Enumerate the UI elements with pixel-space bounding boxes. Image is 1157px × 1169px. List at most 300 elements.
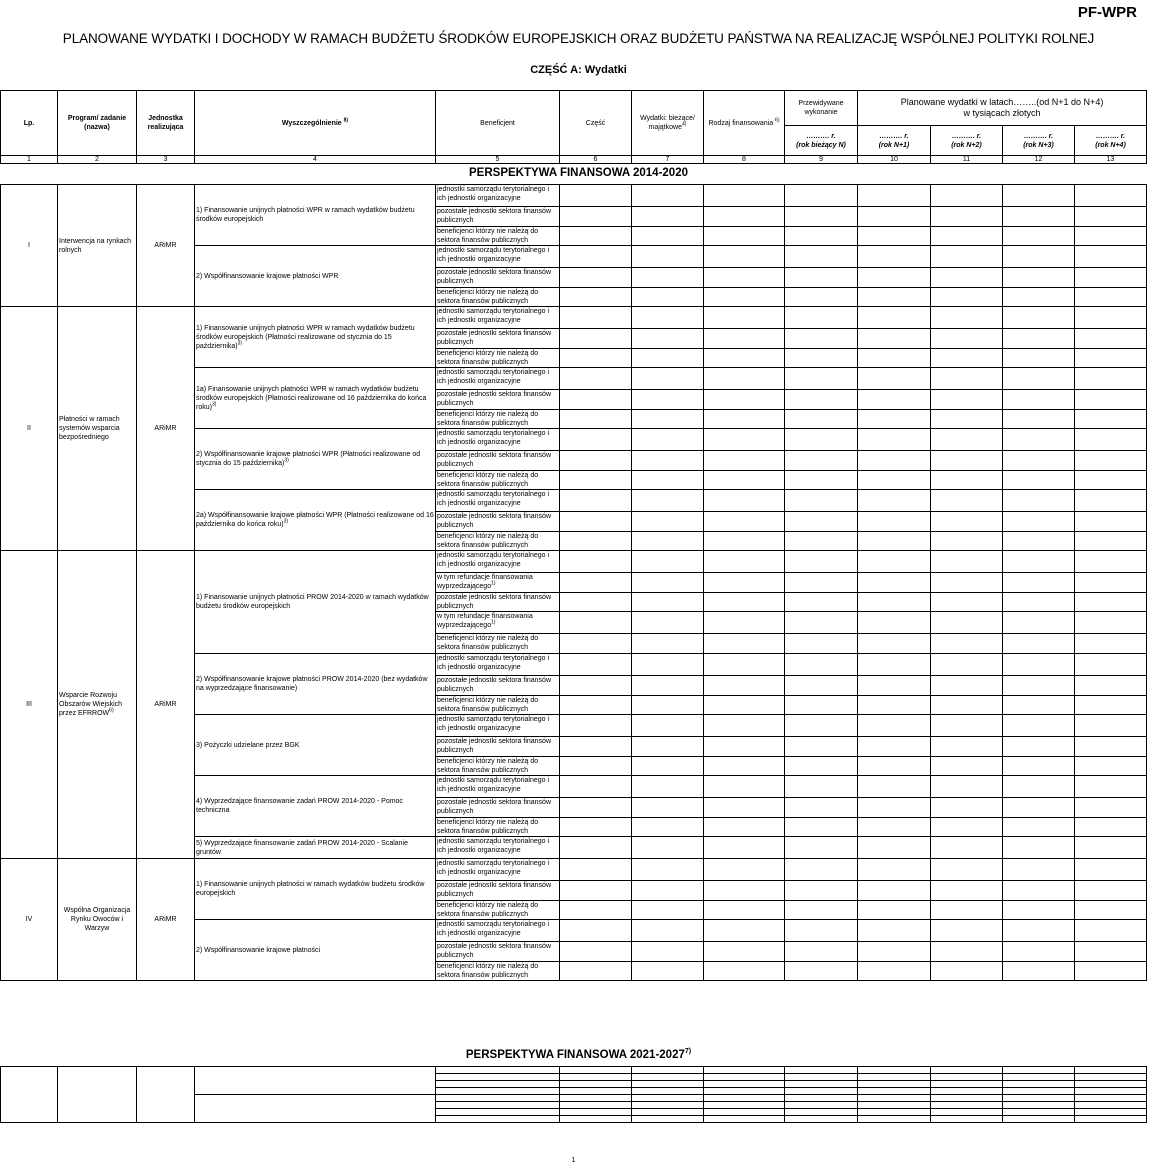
value-cell[interactable]	[785, 1109, 858, 1116]
value-cell[interactable]	[560, 512, 632, 532]
value-cell[interactable]	[1075, 634, 1147, 654]
value-cell[interactable]	[1003, 676, 1075, 696]
value-cell[interactable]	[858, 471, 931, 490]
value-cell[interactable]	[560, 551, 632, 573]
value-cell[interactable]	[436, 1074, 560, 1081]
value-cell[interactable]	[785, 268, 858, 288]
value-cell[interactable]	[931, 593, 1003, 612]
value-cell[interactable]	[931, 942, 1003, 962]
value-cell[interactable]	[704, 410, 785, 429]
value-cell[interactable]	[704, 532, 785, 551]
value-cell[interactable]	[931, 532, 1003, 551]
value-cell[interactable]	[931, 390, 1003, 410]
value-cell[interactable]	[931, 676, 1003, 696]
value-cell[interactable]	[704, 1109, 785, 1116]
value-cell[interactable]	[560, 268, 632, 288]
value-cell[interactable]	[704, 859, 785, 881]
value-cell[interactable]	[560, 1067, 632, 1074]
value-cell[interactable]	[632, 1109, 704, 1116]
value-cell[interactable]	[560, 818, 632, 837]
value-cell[interactable]	[1075, 207, 1147, 227]
value-cell[interactable]	[1075, 451, 1147, 471]
value-cell[interactable]	[436, 1081, 560, 1088]
value-cell[interactable]	[1075, 185, 1147, 207]
value-cell[interactable]	[560, 776, 632, 798]
value-cell[interactable]	[1075, 1074, 1147, 1081]
value-cell[interactable]	[560, 349, 632, 368]
blank-cell[interactable]	[137, 1067, 195, 1123]
value-cell[interactable]	[436, 1067, 560, 1074]
value-cell[interactable]	[1075, 551, 1147, 573]
value-cell[interactable]	[858, 901, 931, 920]
value-cell[interactable]	[1075, 268, 1147, 288]
value-cell[interactable]	[1075, 1067, 1147, 1074]
value-cell[interactable]	[1003, 471, 1075, 490]
value-cell[interactable]	[1075, 368, 1147, 390]
value-cell[interactable]	[704, 881, 785, 901]
value-cell[interactable]	[785, 227, 858, 246]
value-cell[interactable]	[704, 1095, 785, 1102]
value-cell[interactable]	[560, 1088, 632, 1095]
value-cell[interactable]	[436, 1116, 560, 1123]
value-cell[interactable]	[632, 471, 704, 490]
value-cell[interactable]	[785, 654, 858, 676]
value-cell[interactable]	[560, 246, 632, 268]
value-cell[interactable]	[560, 390, 632, 410]
value-cell[interactable]	[1003, 368, 1075, 390]
value-cell[interactable]	[704, 676, 785, 696]
value-cell[interactable]	[785, 962, 858, 981]
value-cell[interactable]	[1075, 471, 1147, 490]
value-cell[interactable]	[560, 185, 632, 207]
value-cell[interactable]	[560, 1116, 632, 1123]
value-cell[interactable]	[785, 612, 858, 634]
value-cell[interactable]	[858, 429, 931, 451]
value-cell[interactable]	[858, 737, 931, 757]
value-cell[interactable]	[785, 1074, 858, 1081]
value-cell[interactable]	[560, 654, 632, 676]
value-cell[interactable]	[931, 715, 1003, 737]
value-cell[interactable]	[785, 512, 858, 532]
value-cell[interactable]	[560, 288, 632, 307]
value-cell[interactable]	[1003, 881, 1075, 901]
value-cell[interactable]	[785, 859, 858, 881]
value-cell[interactable]	[858, 757, 931, 776]
value-cell[interactable]	[560, 757, 632, 776]
value-cell[interactable]	[704, 429, 785, 451]
value-cell[interactable]	[632, 901, 704, 920]
value-cell[interactable]	[1003, 268, 1075, 288]
value-cell[interactable]	[931, 429, 1003, 451]
value-cell[interactable]	[1003, 532, 1075, 551]
value-cell[interactable]	[858, 920, 931, 942]
value-cell[interactable]	[858, 573, 931, 593]
value-cell[interactable]	[1075, 429, 1147, 451]
value-cell[interactable]	[632, 1116, 704, 1123]
value-cell[interactable]	[632, 573, 704, 593]
value-cell[interactable]	[704, 901, 785, 920]
value-cell[interactable]	[704, 451, 785, 471]
value-cell[interactable]	[785, 1088, 858, 1095]
value-cell[interactable]	[785, 837, 858, 859]
value-cell[interactable]	[931, 818, 1003, 837]
value-cell[interactable]	[1075, 1116, 1147, 1123]
value-cell[interactable]	[632, 349, 704, 368]
value-cell[interactable]	[1003, 593, 1075, 612]
value-cell[interactable]	[1075, 410, 1147, 429]
value-cell[interactable]	[1075, 490, 1147, 512]
value-cell[interactable]	[1003, 1102, 1075, 1109]
value-cell[interactable]	[704, 490, 785, 512]
value-cell[interactable]	[931, 1088, 1003, 1095]
value-cell[interactable]	[436, 1102, 560, 1109]
value-cell[interactable]	[931, 410, 1003, 429]
value-cell[interactable]	[931, 1102, 1003, 1109]
value-cell[interactable]	[1003, 837, 1075, 859]
value-cell[interactable]	[1003, 307, 1075, 329]
value-cell[interactable]	[632, 881, 704, 901]
value-cell[interactable]	[632, 1081, 704, 1088]
value-cell[interactable]	[1003, 246, 1075, 268]
value-cell[interactable]	[1075, 1095, 1147, 1102]
value-cell[interactable]	[1075, 349, 1147, 368]
value-cell[interactable]	[931, 1095, 1003, 1102]
value-cell[interactable]	[1003, 737, 1075, 757]
value-cell[interactable]	[931, 696, 1003, 715]
value-cell[interactable]	[704, 227, 785, 246]
value-cell[interactable]	[931, 776, 1003, 798]
value-cell[interactable]	[560, 676, 632, 696]
value-cell[interactable]	[1003, 551, 1075, 573]
value-cell[interactable]	[704, 288, 785, 307]
value-cell[interactable]	[704, 185, 785, 207]
value-cell[interactable]	[1075, 329, 1147, 349]
value-cell[interactable]	[931, 1067, 1003, 1074]
value-cell[interactable]	[632, 268, 704, 288]
value-cell[interactable]	[785, 207, 858, 227]
value-cell[interactable]	[632, 1102, 704, 1109]
value-cell[interactable]	[1075, 901, 1147, 920]
value-cell[interactable]	[704, 837, 785, 859]
value-cell[interactable]	[1003, 612, 1075, 634]
value-cell[interactable]	[785, 490, 858, 512]
value-cell[interactable]	[785, 737, 858, 757]
value-cell[interactable]	[632, 307, 704, 329]
value-cell[interactable]	[1003, 818, 1075, 837]
value-cell[interactable]	[560, 859, 632, 881]
value-cell[interactable]	[931, 901, 1003, 920]
value-cell[interactable]	[858, 227, 931, 246]
value-cell[interactable]	[1075, 593, 1147, 612]
value-cell[interactable]	[560, 490, 632, 512]
value-cell[interactable]	[704, 920, 785, 942]
value-cell[interactable]	[704, 634, 785, 654]
blank-cell[interactable]	[1, 1067, 58, 1123]
value-cell[interactable]	[560, 227, 632, 246]
value-cell[interactable]	[1003, 1088, 1075, 1095]
value-cell[interactable]	[632, 368, 704, 390]
value-cell[interactable]	[632, 532, 704, 551]
value-cell[interactable]	[704, 798, 785, 818]
value-cell[interactable]	[1075, 818, 1147, 837]
value-cell[interactable]	[1075, 837, 1147, 859]
value-cell[interactable]	[858, 1109, 931, 1116]
value-cell[interactable]	[858, 593, 931, 612]
value-cell[interactable]	[704, 593, 785, 612]
value-cell[interactable]	[785, 676, 858, 696]
value-cell[interactable]	[931, 329, 1003, 349]
value-cell[interactable]	[632, 612, 704, 634]
value-cell[interactable]	[632, 715, 704, 737]
value-cell[interactable]	[1075, 307, 1147, 329]
value-cell[interactable]	[1003, 901, 1075, 920]
value-cell[interactable]	[1075, 859, 1147, 881]
value-cell[interactable]	[560, 737, 632, 757]
value-cell[interactable]	[785, 1116, 858, 1123]
value-cell[interactable]	[632, 246, 704, 268]
value-cell[interactable]	[858, 390, 931, 410]
value-cell[interactable]	[1003, 329, 1075, 349]
value-cell[interactable]	[1003, 390, 1075, 410]
value-cell[interactable]	[1003, 1067, 1075, 1074]
value-cell[interactable]	[1075, 532, 1147, 551]
value-cell[interactable]	[858, 942, 931, 962]
value-cell[interactable]	[632, 676, 704, 696]
value-cell[interactable]	[560, 612, 632, 634]
value-cell[interactable]	[931, 1116, 1003, 1123]
value-cell[interactable]	[560, 1074, 632, 1081]
value-cell[interactable]	[1075, 512, 1147, 532]
value-cell[interactable]	[931, 471, 1003, 490]
value-cell[interactable]	[632, 451, 704, 471]
value-cell[interactable]	[632, 429, 704, 451]
value-cell[interactable]	[632, 185, 704, 207]
value-cell[interactable]	[858, 512, 931, 532]
value-cell[interactable]	[858, 551, 931, 573]
value-cell[interactable]	[1003, 227, 1075, 246]
value-cell[interactable]	[560, 920, 632, 942]
value-cell[interactable]	[785, 349, 858, 368]
value-cell[interactable]	[632, 410, 704, 429]
value-cell[interactable]	[632, 1074, 704, 1081]
value-cell[interactable]	[1075, 573, 1147, 593]
value-cell[interactable]	[704, 1067, 785, 1074]
value-cell[interactable]	[560, 798, 632, 818]
value-cell[interactable]	[931, 227, 1003, 246]
value-cell[interactable]	[785, 573, 858, 593]
value-cell[interactable]	[785, 1095, 858, 1102]
value-cell[interactable]	[1075, 1109, 1147, 1116]
value-cell[interactable]	[785, 715, 858, 737]
value-cell[interactable]	[785, 471, 858, 490]
value-cell[interactable]	[560, 715, 632, 737]
value-cell[interactable]	[560, 901, 632, 920]
value-cell[interactable]	[1075, 654, 1147, 676]
value-cell[interactable]	[785, 818, 858, 837]
value-cell[interactable]	[858, 307, 931, 329]
value-cell[interactable]	[785, 429, 858, 451]
value-cell[interactable]	[632, 696, 704, 715]
value-cell[interactable]	[704, 1088, 785, 1095]
value-cell[interactable]	[632, 490, 704, 512]
value-cell[interactable]	[1075, 227, 1147, 246]
value-cell[interactable]	[560, 1109, 632, 1116]
value-cell[interactable]	[785, 1067, 858, 1074]
value-cell[interactable]	[858, 654, 931, 676]
value-cell[interactable]	[632, 329, 704, 349]
value-cell[interactable]	[1003, 654, 1075, 676]
value-cell[interactable]	[858, 818, 931, 837]
value-cell[interactable]	[858, 207, 931, 227]
value-cell[interactable]	[632, 634, 704, 654]
value-cell[interactable]	[1075, 612, 1147, 634]
value-cell[interactable]	[931, 349, 1003, 368]
value-cell[interactable]	[931, 307, 1003, 329]
value-cell[interactable]	[1075, 776, 1147, 798]
value-cell[interactable]	[785, 185, 858, 207]
value-cell[interactable]	[1075, 696, 1147, 715]
value-cell[interactable]	[704, 962, 785, 981]
value-cell[interactable]	[858, 1102, 931, 1109]
value-cell[interactable]	[1003, 1109, 1075, 1116]
value-cell[interactable]	[1075, 737, 1147, 757]
value-cell[interactable]	[785, 551, 858, 573]
value-cell[interactable]	[436, 1095, 560, 1102]
value-cell[interactable]	[858, 612, 931, 634]
blank-cell[interactable]	[58, 1067, 137, 1123]
value-cell[interactable]	[1003, 573, 1075, 593]
value-cell[interactable]	[858, 451, 931, 471]
value-cell[interactable]	[858, 329, 931, 349]
value-cell[interactable]	[931, 1074, 1003, 1081]
value-cell[interactable]	[858, 246, 931, 268]
value-cell[interactable]	[785, 696, 858, 715]
value-cell[interactable]	[436, 1088, 560, 1095]
value-cell[interactable]	[704, 1074, 785, 1081]
value-cell[interactable]	[1003, 410, 1075, 429]
value-cell[interactable]	[858, 696, 931, 715]
value-cell[interactable]	[560, 837, 632, 859]
value-cell[interactable]	[560, 307, 632, 329]
value-cell[interactable]	[785, 634, 858, 654]
value-cell[interactable]	[785, 1081, 858, 1088]
value-cell[interactable]	[632, 390, 704, 410]
value-cell[interactable]	[1075, 246, 1147, 268]
value-cell[interactable]	[704, 737, 785, 757]
value-cell[interactable]	[858, 490, 931, 512]
value-cell[interactable]	[931, 634, 1003, 654]
value-cell[interactable]	[931, 859, 1003, 881]
value-cell[interactable]	[560, 634, 632, 654]
value-cell[interactable]	[1075, 1081, 1147, 1088]
value-cell[interactable]	[785, 390, 858, 410]
value-cell[interactable]	[785, 1102, 858, 1109]
value-cell[interactable]	[858, 837, 931, 859]
value-cell[interactable]	[1003, 962, 1075, 981]
value-cell[interactable]	[632, 654, 704, 676]
value-cell[interactable]	[931, 207, 1003, 227]
value-cell[interactable]	[1075, 1102, 1147, 1109]
value-cell[interactable]	[858, 715, 931, 737]
value-cell[interactable]	[632, 512, 704, 532]
value-cell[interactable]	[1075, 881, 1147, 901]
value-cell[interactable]	[1003, 512, 1075, 532]
value-cell[interactable]	[931, 246, 1003, 268]
value-cell[interactable]	[931, 920, 1003, 942]
value-cell[interactable]	[704, 942, 785, 962]
value-cell[interactable]	[704, 329, 785, 349]
value-cell[interactable]	[785, 410, 858, 429]
value-cell[interactable]	[704, 349, 785, 368]
value-cell[interactable]	[858, 268, 931, 288]
value-cell[interactable]	[858, 288, 931, 307]
value-cell[interactable]	[1003, 429, 1075, 451]
value-cell[interactable]	[1003, 920, 1075, 942]
value-cell[interactable]	[858, 962, 931, 981]
value-cell[interactable]	[931, 737, 1003, 757]
value-cell[interactable]	[1003, 696, 1075, 715]
value-cell[interactable]	[632, 920, 704, 942]
value-cell[interactable]	[632, 737, 704, 757]
value-cell[interactable]	[1003, 1081, 1075, 1088]
value-cell[interactable]	[704, 1116, 785, 1123]
value-cell[interactable]	[785, 776, 858, 798]
value-cell[interactable]	[1003, 634, 1075, 654]
value-cell[interactable]	[1075, 920, 1147, 942]
value-cell[interactable]	[1003, 451, 1075, 471]
value-cell[interactable]	[1003, 490, 1075, 512]
value-cell[interactable]	[560, 532, 632, 551]
value-cell[interactable]	[931, 268, 1003, 288]
value-cell[interactable]	[632, 207, 704, 227]
value-cell[interactable]	[560, 451, 632, 471]
value-cell[interactable]	[931, 757, 1003, 776]
value-cell[interactable]	[931, 798, 1003, 818]
value-cell[interactable]	[1003, 1095, 1075, 1102]
value-cell[interactable]	[704, 1102, 785, 1109]
value-cell[interactable]	[858, 1088, 931, 1095]
value-cell[interactable]	[1003, 757, 1075, 776]
value-cell[interactable]	[704, 818, 785, 837]
value-cell[interactable]	[704, 512, 785, 532]
value-cell[interactable]	[858, 185, 931, 207]
value-cell[interactable]	[858, 634, 931, 654]
value-cell[interactable]	[560, 1102, 632, 1109]
value-cell[interactable]	[704, 207, 785, 227]
value-cell[interactable]	[931, 837, 1003, 859]
value-cell[interactable]	[1003, 1074, 1075, 1081]
value-cell[interactable]	[704, 551, 785, 573]
value-cell[interactable]	[785, 798, 858, 818]
value-cell[interactable]	[632, 1067, 704, 1074]
value-cell[interactable]	[785, 368, 858, 390]
value-cell[interactable]	[560, 429, 632, 451]
value-cell[interactable]	[1075, 288, 1147, 307]
value-cell[interactable]	[858, 1067, 931, 1074]
value-cell[interactable]	[785, 757, 858, 776]
value-cell[interactable]	[858, 1074, 931, 1081]
value-cell[interactable]	[704, 776, 785, 798]
value-cell[interactable]	[632, 818, 704, 837]
value-cell[interactable]	[931, 1109, 1003, 1116]
value-cell[interactable]	[1075, 757, 1147, 776]
value-cell[interactable]	[632, 551, 704, 573]
value-cell[interactable]	[1003, 1116, 1075, 1123]
value-cell[interactable]	[560, 471, 632, 490]
value-cell[interactable]	[931, 451, 1003, 471]
value-cell[interactable]	[704, 654, 785, 676]
value-cell[interactable]	[632, 837, 704, 859]
